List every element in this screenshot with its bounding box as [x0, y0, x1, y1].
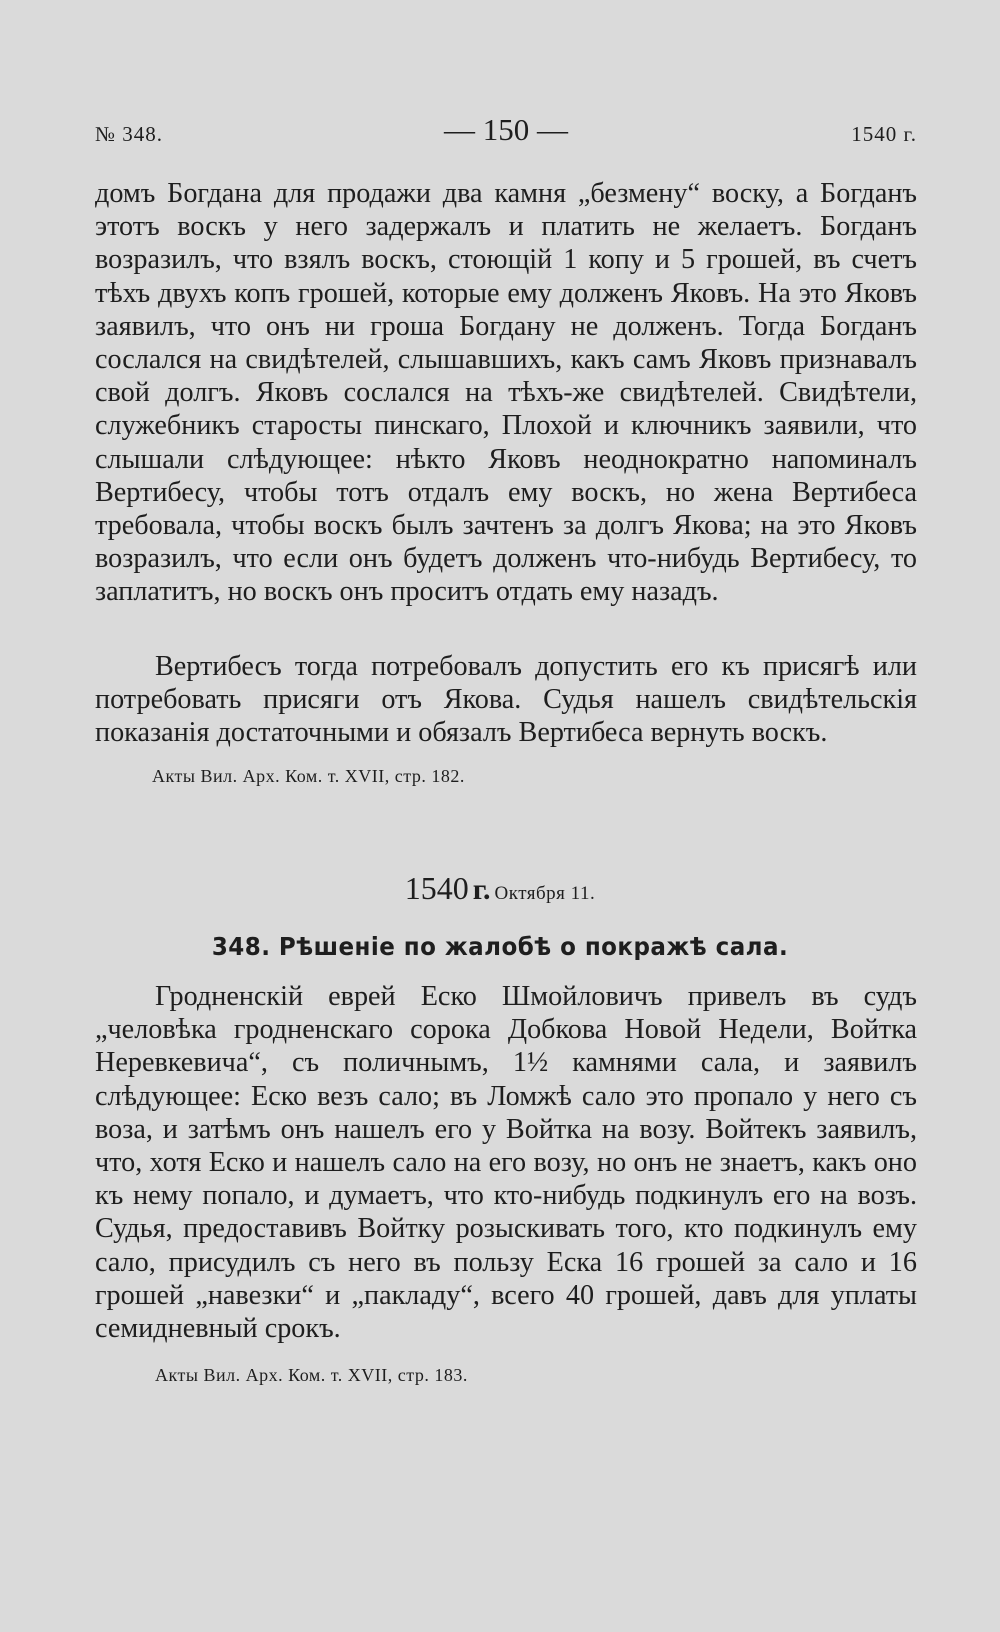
page-number: — 150 — [444, 112, 568, 147]
document-title: 348. Рѣшенiе по жалобѣ о покражѣ сала. [211, 932, 789, 961]
paragraph-main: Гродненскiй еврей Еско Шмойловичъ привелъ въ судъ „человѣка гродненскаго сорока Добкова Новой Недели, Войтка Неревкевича“, съ поличнымъ, 1½ камнями сала, и заявилъ слѣдующее: Еско везъ сало; въ Ломжѣ сало это пропало у него съ воза, и затѣмъ онъ нашелъ его у Войтка на возу. Войтекъ заявилъ, что, хотя Еско и нашелъ сало на его возу, но онъ не знаетъ, какъ оно къ нему попало, и думаетъ, что кто-нибудь подкинулъ его на возъ. Судья, предоставивъ Войтку розыскивать того, кто подкинулъ ему сало, присудилъ съ него въ пользу Еска 16 грошей за сало и 16 грошей „навезки“ и „пакладу“, всего 40 грошей, давъ для уплаты семидневный срокъ. [95, 981, 917, 1345]
date-g: г. [472, 873, 491, 906]
date-heading [0, 870, 1000, 907]
header-year: 1540 г. [851, 122, 917, 146]
date-day: Октября 11. [494, 883, 596, 904]
document-number: № 348. [95, 122, 164, 146]
page-header [95, 112, 917, 154]
paragraph-continued: домъ Богдана для продажи два камня „безмену“ воску, а Богданъ этотъ воскъ у него задержалъ и платить не желаетъ. Богданъ возразилъ, что взялъ воскъ, стоющiй 1 копу и 5 грошей, въ счетъ тѣхъ двухъ копъ грошей, которые ему долженъ Яковъ. На это Яковъ заявилъ, что онъ ни гроша Богдану не долженъ. Тогда Богданъ сослался на свидѣтелей, слышавшихъ, какъ самъ Яковъ признавалъ свой долгъ. Яковъ сослался на тѣхъ-же свидѣтелей. Свидѣтели, служебникъ старосты пинскаго, Плохой и ключникъ заявили, что слышали слѣдующее: нѣкто Яковъ неоднократно напоминалъ Вертибесу, чтобы тотъ отдалъ ему воскъ, но жена Вертибеса требовала, чтобы воскъ былъ зачтенъ за долгъ Якова; на это Яковъ возразилъ, что если онъ будетъ долженъ что-нибудь Вертибесу, то заплатитъ, но воскъ онъ проситъ отдать ему назадъ. [95, 178, 917, 608]
source-citation-1: Акты Вил. Арх. Ком. т. XVII, стр. 182. [152, 766, 465, 786]
date-year: 1540 [404, 870, 469, 906]
source-citation-2: Акты Вил. Арх. Ком. т. XVII, стр. 183. [155, 1365, 468, 1385]
paragraph-verdict: Вертибесъ тогда потребовалъ допустить его къ присягѣ или потребовать присяги отъ Якова. Судья нашелъ свидѣтельскiя показанiя достаточными и обязалъ Вертибеса вернуть воскъ. [95, 651, 917, 749]
